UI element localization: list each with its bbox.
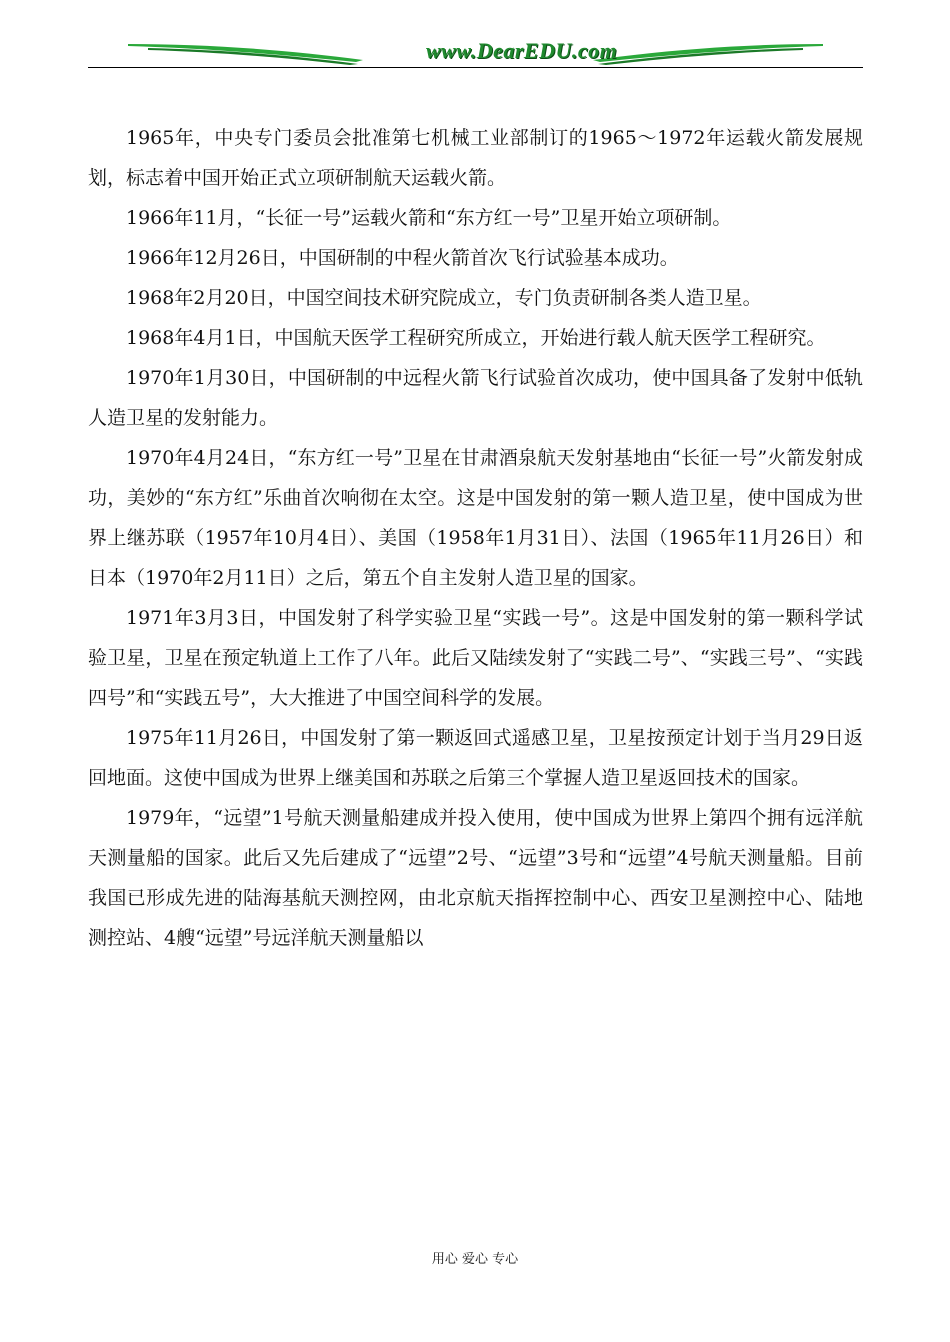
- paragraph: 1968年4月1日，中国航天医学工程研究所成立，开始进行载人航天医学工程研究。: [126, 327, 826, 349]
- paragraph: 1968年2月20日，中国空间技术研究院成立，专门负责研制各类人造卫星。: [126, 287, 762, 309]
- paragraph: 1979年，“远望”1号航天测量船建成并投入使用，使中国成为世界上第四个拥有远洋航天测量船的国家。此后又先后建成了“远望”2号、“远望”3号和“远望”4号航天测量船。目前我国已形成先进的陆海基航天测控网，由北京航天指挥控制中心、西安卫星测控中心、陆地测控站、4艘“远望”号远洋航天测量船以: [88, 807, 863, 949]
- page-footer: 用心 爱心 专心: [431, 1252, 519, 1267]
- paragraph: 1971年3月3日，中国发射了科学实验卫星“实践一号”。这是中国发射的第一颗科学试验卫星，卫星在预定轨道上工作了八年。此后又陆续发射了“实践二号”、“实践三号”、“实践四号”和“实践五号”，大大推进了中国空间科学的发展。: [88, 607, 863, 709]
- paragraph: 1965年，中央专门委员会批准第七机械工业部制订的1965～1972年运载火箭发展规划，标志着中国开始正式立项研制航天运载火箭。: [88, 127, 863, 189]
- paragraph: 1975年11月26日，中国发射了第一颗返回式遥感卫星，卫星按预定计划于当月29日返回地面。这使中国成为世界上继美国和苏联之后第三个掌握人造卫星返回技术的国家。: [88, 727, 863, 789]
- site-logo-text[interactable]: www.DearEDU.com: [426, 38, 618, 63]
- paragraph: 1970年4月24日，“东方红一号”卫星在甘肃酒泉航天发射基地由“长征一号”火箭发射成功，美妙的“东方红”乐曲首次响彻在太空。这是中国发射的第一颗人造卫星，使中国成为世界上继苏联（1957年10月4日）、美国（1958年1月31日）、法国（1965年11月26日）和日本（1970年2月11日）之后，第五个自主发射人造卫星的国家。: [88, 447, 863, 589]
- article-body: [88, 118, 863, 958]
- paragraph: 1966年12月26日，中国研制的中程火箭首次飞行试验基本成功。: [126, 247, 679, 269]
- header-divider: [88, 67, 863, 68]
- paragraph: 1966年11月，“长征一号”运载火箭和“东方红一号”卫星开始立项研制。: [126, 207, 732, 229]
- paragraph: 1970年1月30日，中国研制的中远程火箭飞行试验首次成功，使中国具备了发射中低轨人造卫星的发射能力。: [88, 367, 863, 429]
